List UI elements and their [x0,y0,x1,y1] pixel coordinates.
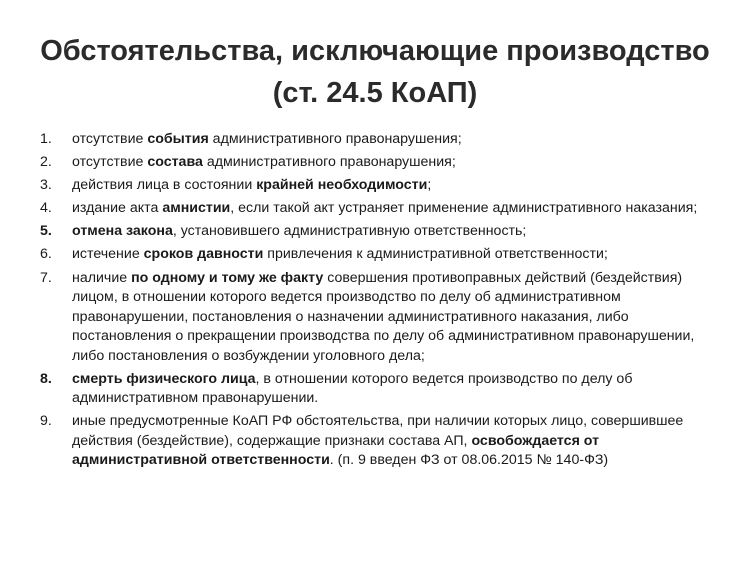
emphasis-text: по одному и тому же факту [131,269,324,286]
list-item [40,199,720,219]
list-item-number: 3. [40,177,52,194]
list-item-text [72,371,632,407]
emphasis-text: события [147,131,209,147]
list-item [40,245,720,265]
list-item [40,412,720,471]
list-item [40,176,720,196]
title-line-2: (ст. 24.5 КоАП) [272,77,478,109]
list-item-number: 4. [40,200,52,217]
text-fragment: , если такой акт устраняет применение административного наказания; [230,200,698,217]
emphasis-text: смерть физического лица [72,370,256,387]
text-fragment: действия лица в состоянии [72,177,257,194]
list-item [40,130,720,150]
text-fragment: издание акта [72,200,163,217]
list-item-number: 1. [40,131,52,147]
text-fragment: ; [427,177,432,194]
text-fragment: истечение [72,246,144,263]
emphasis-text: состава [147,154,203,171]
page-title [40,30,710,114]
list-item-text [72,223,526,239]
list-item [40,269,720,367]
list-item [40,370,720,409]
list-item [40,153,720,173]
emphasis-text: освобождается от административной ответственности [72,432,600,469]
text-fragment: , установившего административную ответственность; [172,223,527,240]
list-item-number: 5. [40,223,52,240]
text-fragment: наличие [72,269,132,286]
text-fragment: отсутствие [72,131,148,147]
list-item-text [72,131,462,147]
list-item-number: 2. [40,154,52,171]
list-item-number: 7. [40,269,52,286]
text-fragment: , в отношении которого ведется производство по делу об административном правонарушении. [72,370,633,407]
emphasis-text: крайней необходимости [256,177,428,194]
list-item-text [72,154,456,170]
emphasis-text: амнистии [162,200,231,217]
list-item-text [72,246,608,262]
text-fragment: совершения противоправных действий (бездействия) лицом, в отношении которого ведется производство по делу об административном правонарушении, постановления о назначении административного наказания, либо постановления о прекращении производства по делу об административном правонарушении, либо постановления о возбуждении уголовного дела; [72,269,695,364]
circumstances-list [40,130,720,474]
list-item-text [72,200,697,216]
list-item-number: 6. [40,246,52,263]
text-fragment: . (п. 9 введен ФЗ от 08.06.2015 № 140-ФЗ) [329,452,609,469]
text-fragment: административного правонарушения; [208,131,462,147]
list-item [40,222,720,242]
text-fragment: иные предусмотренные КоАП РФ обстоятельства, при наличии которых лицо, совершившее действия (бездействие), содержащие признаки состава АП, [72,413,684,449]
list-item-text [72,413,683,468]
emphasis-text: сроков давности [143,246,264,263]
emphasis-text: отмена закона [72,223,173,240]
list-item-text [72,177,431,193]
list-item-number: 8. [40,370,52,387]
text-fragment: административного правонарушения; [202,154,456,171]
list-item-text [72,270,694,364]
title-line-1: Обстоятельства, исключающие производство [40,35,710,67]
text-fragment: отсутствие [72,154,148,171]
text-fragment: привлечения к административной ответственности; [263,246,608,263]
list-item-number: 9. [40,413,52,430]
